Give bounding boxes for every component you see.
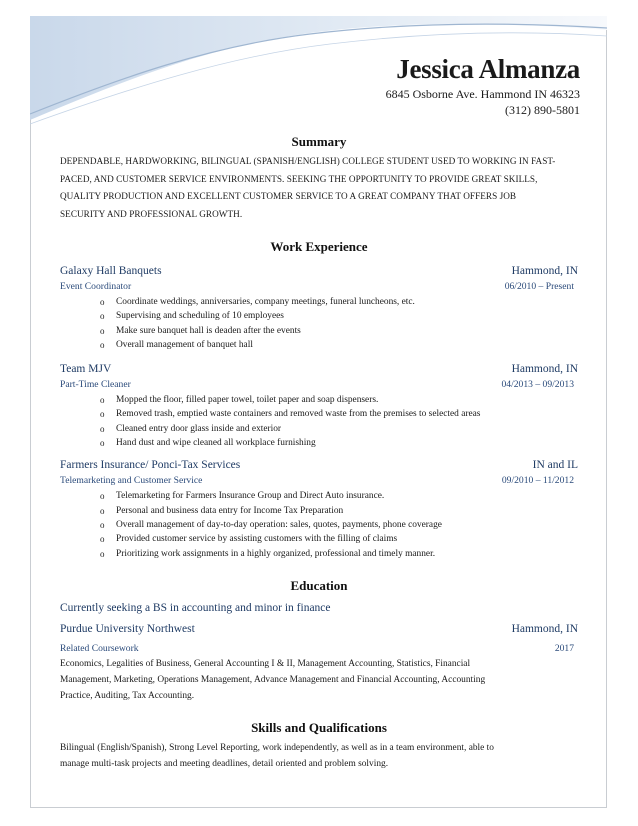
job-bullet: o Supervising and scheduling of 10 employees [60, 309, 578, 323]
bullet-marker: o [100, 491, 105, 502]
skills-line: Bilingual (English/Spanish), Strong Level Reporting, work independently, as well as in a team environment, able to [60, 742, 494, 753]
job-location: Hammond, IN [511, 363, 578, 376]
job-bullet: o Cleaned entry door glass inside and exterior [60, 422, 578, 436]
job-entry [60, 361, 578, 450]
coursework-line: Economics, Legalities of Business, General Accounting I & II, Management Accounting, Statistics, Financial [60, 658, 471, 669]
work-experience-heading: Work Experience [270, 239, 368, 254]
coursework-list [60, 656, 578, 704]
bullet-marker: o [100, 548, 105, 559]
resume-body [60, 134, 578, 772]
bullet-marker: o [100, 311, 105, 322]
job-bullet: o Personal and business data entry for Income Tax Preparation [60, 504, 578, 518]
job-dates: 04/2013 – 09/2013 [501, 379, 574, 391]
coursework-line: Practice, Auditing, Tax Accounting. [60, 690, 195, 701]
summary-line: DEPENDABLE, HARDWORKING, BILINGUAL (SPANISH/ENGLISH) COLLEGE STUDENT USED TO WORKING IN FAST- [60, 156, 556, 166]
education-heading: Education [290, 577, 348, 593]
job-role: Event Coordinator [60, 281, 132, 292]
job-role: Telemarketing and Customer Service [60, 475, 203, 487]
job-bullet: o Prioritizing work assignments in a highly organized, professional and timely manner. [60, 547, 578, 561]
job-role: Part-Time Cleaner [60, 379, 131, 391]
job-bullet: o Telemarketing for Farmers Insurance Group and Direct Auto insurance. [60, 489, 578, 503]
bullet-marker: o [100, 409, 105, 420]
summary-text [60, 153, 578, 223]
employer-name: Farmers Insurance/ Ponci-Tax Services [60, 459, 241, 472]
skills-text [60, 740, 578, 772]
job-location: Hammond, IN [511, 265, 578, 277]
bullet-marker: o [100, 339, 105, 350]
job-bullet: o Mopped the floor, filled paper towel, toilet paper and soap dispensers. [60, 393, 578, 407]
school-name: Purdue University Northwest [60, 622, 195, 635]
graduation-year: 2017 [554, 642, 574, 654]
bullet-marker: o [100, 423, 105, 434]
bullet-marker: o [100, 505, 105, 516]
contact-header [386, 52, 580, 118]
job-entry [60, 263, 578, 352]
candidate-name: Jessica Almanza [396, 54, 580, 84]
job-bullet: o Coordinate weddings, anniversaries, company meetings, funeral luncheons, etc. [60, 295, 578, 309]
address: 6845 Osborne Ave. Hammond IN 46323 [385, 87, 580, 101]
summary-heading: Summary [291, 134, 347, 149]
coursework-label: Related Coursework [60, 642, 139, 654]
job-bullet: o Make sure banquet hall is deaden after the events [60, 324, 578, 338]
job-bullet: o Removed trash, emptied waste containers and removed waste from the premises to selected areas [60, 407, 578, 421]
degree-status: Currently seeking a BS in accounting and minor in finance [60, 601, 331, 614]
bullet-marker: o [100, 519, 105, 530]
bullet-marker: o [100, 438, 105, 449]
job-location: IN and IL [532, 459, 578, 472]
school-location: Hammond, IN [511, 622, 578, 635]
bullet-marker: o [100, 325, 105, 336]
bullet-marker: o [100, 395, 105, 406]
job-bullet: o Overall management of day-to-day operation: sales, quotes, payments, phone coverage [60, 518, 578, 532]
job-entry [60, 457, 578, 560]
job-dates: 06/2010 – Present [504, 281, 574, 292]
bullet-marker: o [100, 534, 105, 545]
summary-line: PACED, AND CUSTOMER SERVICE ENVIRONMENTS. SEEKING THE OPPORTUNITY TO PROVIDE GREAT SKILLS, [60, 173, 538, 184]
phone-number: (312) 890-5801 [505, 103, 580, 117]
summary-line: QUALITY PRODUCTION AND EXCELLENT CUSTOMER SERVICE TO A GREAT COMPANY THAT OFFERS JOB [60, 191, 517, 201]
skills-line: manage multi-task projects and meeting deadlines, detail oriented and problem solving. [60, 758, 389, 769]
bullet-marker: o [100, 297, 105, 307]
job-bullet: o Hand dust and wipe cleaned all workplace furnishing [60, 436, 578, 450]
job-bullet: o Overall management of banquet hall [60, 338, 578, 352]
job-dates: 09/2010 – 11/2012 [501, 475, 574, 487]
employer-name: Team MJV [60, 363, 112, 376]
job-bullet: o Provided customer service by assisting customers with the filling of claims [60, 532, 578, 546]
skills-heading: Skills and Qualifications [251, 719, 387, 735]
coursework-line: Management, Marketing, Operations Management, Advance Management and Financial Accounting, Accounting [60, 674, 486, 685]
summary-line: SECURITY AND PROFESSIONAL GROWTH. [60, 208, 243, 219]
employer-name: Galaxy Hall Banquets [60, 265, 162, 277]
